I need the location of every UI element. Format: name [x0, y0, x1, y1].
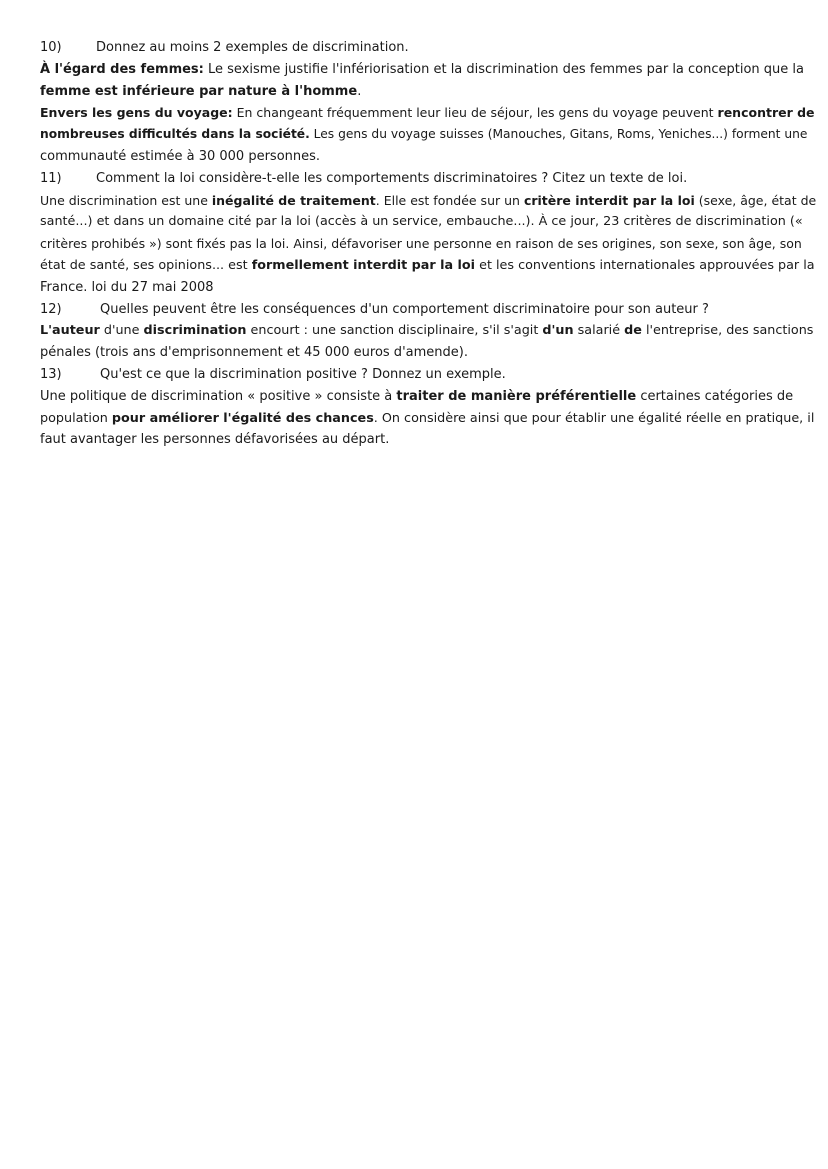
answer-text: Les gens du voyage suisses (Manouches, Gitans, Roms, Yeniches...) forment une [309, 127, 808, 142]
bold-text: pour améliorer l'égalité des chances [111, 410, 374, 426]
answer-text: état de santé, ses opinions... est [40, 257, 252, 273]
bold-text: traiter de manière préférentielle [396, 388, 637, 404]
answer-text: Une politique de discrimination « positive » consiste à [40, 388, 397, 404]
bold-text: d'un [542, 323, 574, 339]
answer-text: . [357, 83, 362, 99]
bold-text: L'auteur [40, 323, 100, 339]
answer-11-line-3 [40, 233, 802, 255]
answer-10-line-4 [40, 124, 808, 146]
answer-text: faut avantager les personnes défavorisées au départ. [40, 432, 390, 448]
answer-text: En changeant fréquemment leur lieu de séjour, les gens du voyage peuvent [232, 105, 718, 121]
question-number: 11) [40, 170, 62, 186]
answer-text: critères prohibés ») sont fixés pas la loi. Ainsi, défavoriser une personne en raison de ses origines, son sexe, son âge, son [40, 236, 802, 252]
answer-10-line-3 [40, 102, 815, 124]
question-13 [40, 364, 792, 386]
bold-text: nombreuses difficultés dans la société. [40, 127, 310, 142]
bold-text: critère interdit par la loi [523, 192, 695, 208]
answer-text: encourt : une sanction disciplinaire, s'il s'agit [246, 323, 543, 339]
question-11 [40, 168, 792, 190]
answer-text: Une discrimination est une [40, 192, 212, 208]
bold-text: À l'égard des femmes: [40, 61, 204, 77]
answer-text: (sexe, âge, état de [694, 192, 817, 208]
document-page [40, 37, 817, 451]
question-text: Qu'est ce que la discrimination positive ? Donnez un exemple. [100, 366, 506, 382]
question-number: 12) [40, 301, 62, 317]
answer-10-line-2 [40, 81, 792, 103]
answer-text: population [40, 410, 112, 426]
answer-text: pénales (trois ans d'emprisonnement et 45 000 euros d'amende). [40, 345, 468, 361]
bold-text: discrimination [143, 323, 247, 339]
bold-text: formellement interdit par la loi [251, 257, 476, 273]
answer-11-line-4 [40, 255, 815, 277]
answer-text: Le sexisme justifie l'infériorisation et la discrimination des femmes par la conception que la [203, 61, 805, 77]
answer-text: salarié [573, 323, 625, 339]
answer-13-line-3 [40, 429, 792, 451]
bold-text: Envers les gens du voyage: [40, 105, 233, 121]
answer-text: l'entreprise, des sanctions [641, 323, 814, 339]
question-text: Comment la loi considère-t-elle les comportements discriminatoires ? Citez un texte de loi. [96, 170, 688, 186]
bold-text: inégalité de traitement [211, 192, 376, 208]
bold-text: femme est inférieure par nature à l'homme [40, 83, 358, 99]
answer-10-line-5 [40, 146, 792, 168]
answer-13-line-1 [40, 386, 792, 408]
answer-text: santé...) et dans un domaine cité par la loi (accès à un service, embauche...). À ce jour, 23 critères de discrimination (« [40, 214, 803, 230]
question-number: 13) [40, 366, 62, 382]
answer-text: . Elle est fondée sur un [375, 192, 524, 208]
bold-text: de [624, 323, 642, 339]
answer-text: certaines catégories de [636, 388, 794, 404]
answer-12-line-2 [40, 342, 792, 364]
answer-text: communauté estimée à 30 000 personnes. [40, 148, 321, 164]
question-12 [40, 299, 792, 321]
answer-text: d'une [99, 323, 144, 339]
answer-text: et les conventions internationales approuvées par la [475, 257, 815, 273]
answer-13-line-2 [40, 408, 815, 430]
question-text: Donnez au moins 2 exemples de discrimination. [96, 40, 409, 55]
answer-11-line-1 [40, 190, 817, 212]
answer-text: . On considère ainsi que pour établir une égalité réelle en pratique, il [373, 410, 815, 426]
answer-11-line-2 [40, 211, 803, 233]
answer-11-line-5 [40, 277, 792, 299]
answer-12-line-1 [40, 320, 814, 342]
bold-text: rencontrer de [717, 105, 815, 121]
question-number: 10) [40, 40, 62, 55]
answer-text: France. loi du 27 mai 2008 [40, 279, 214, 295]
question-text: Quelles peuvent être les conséquences d'un comportement discriminatoire pour son auteur ? [100, 301, 709, 317]
question-10 [40, 37, 792, 59]
answer-10-line-1 [40, 59, 805, 81]
